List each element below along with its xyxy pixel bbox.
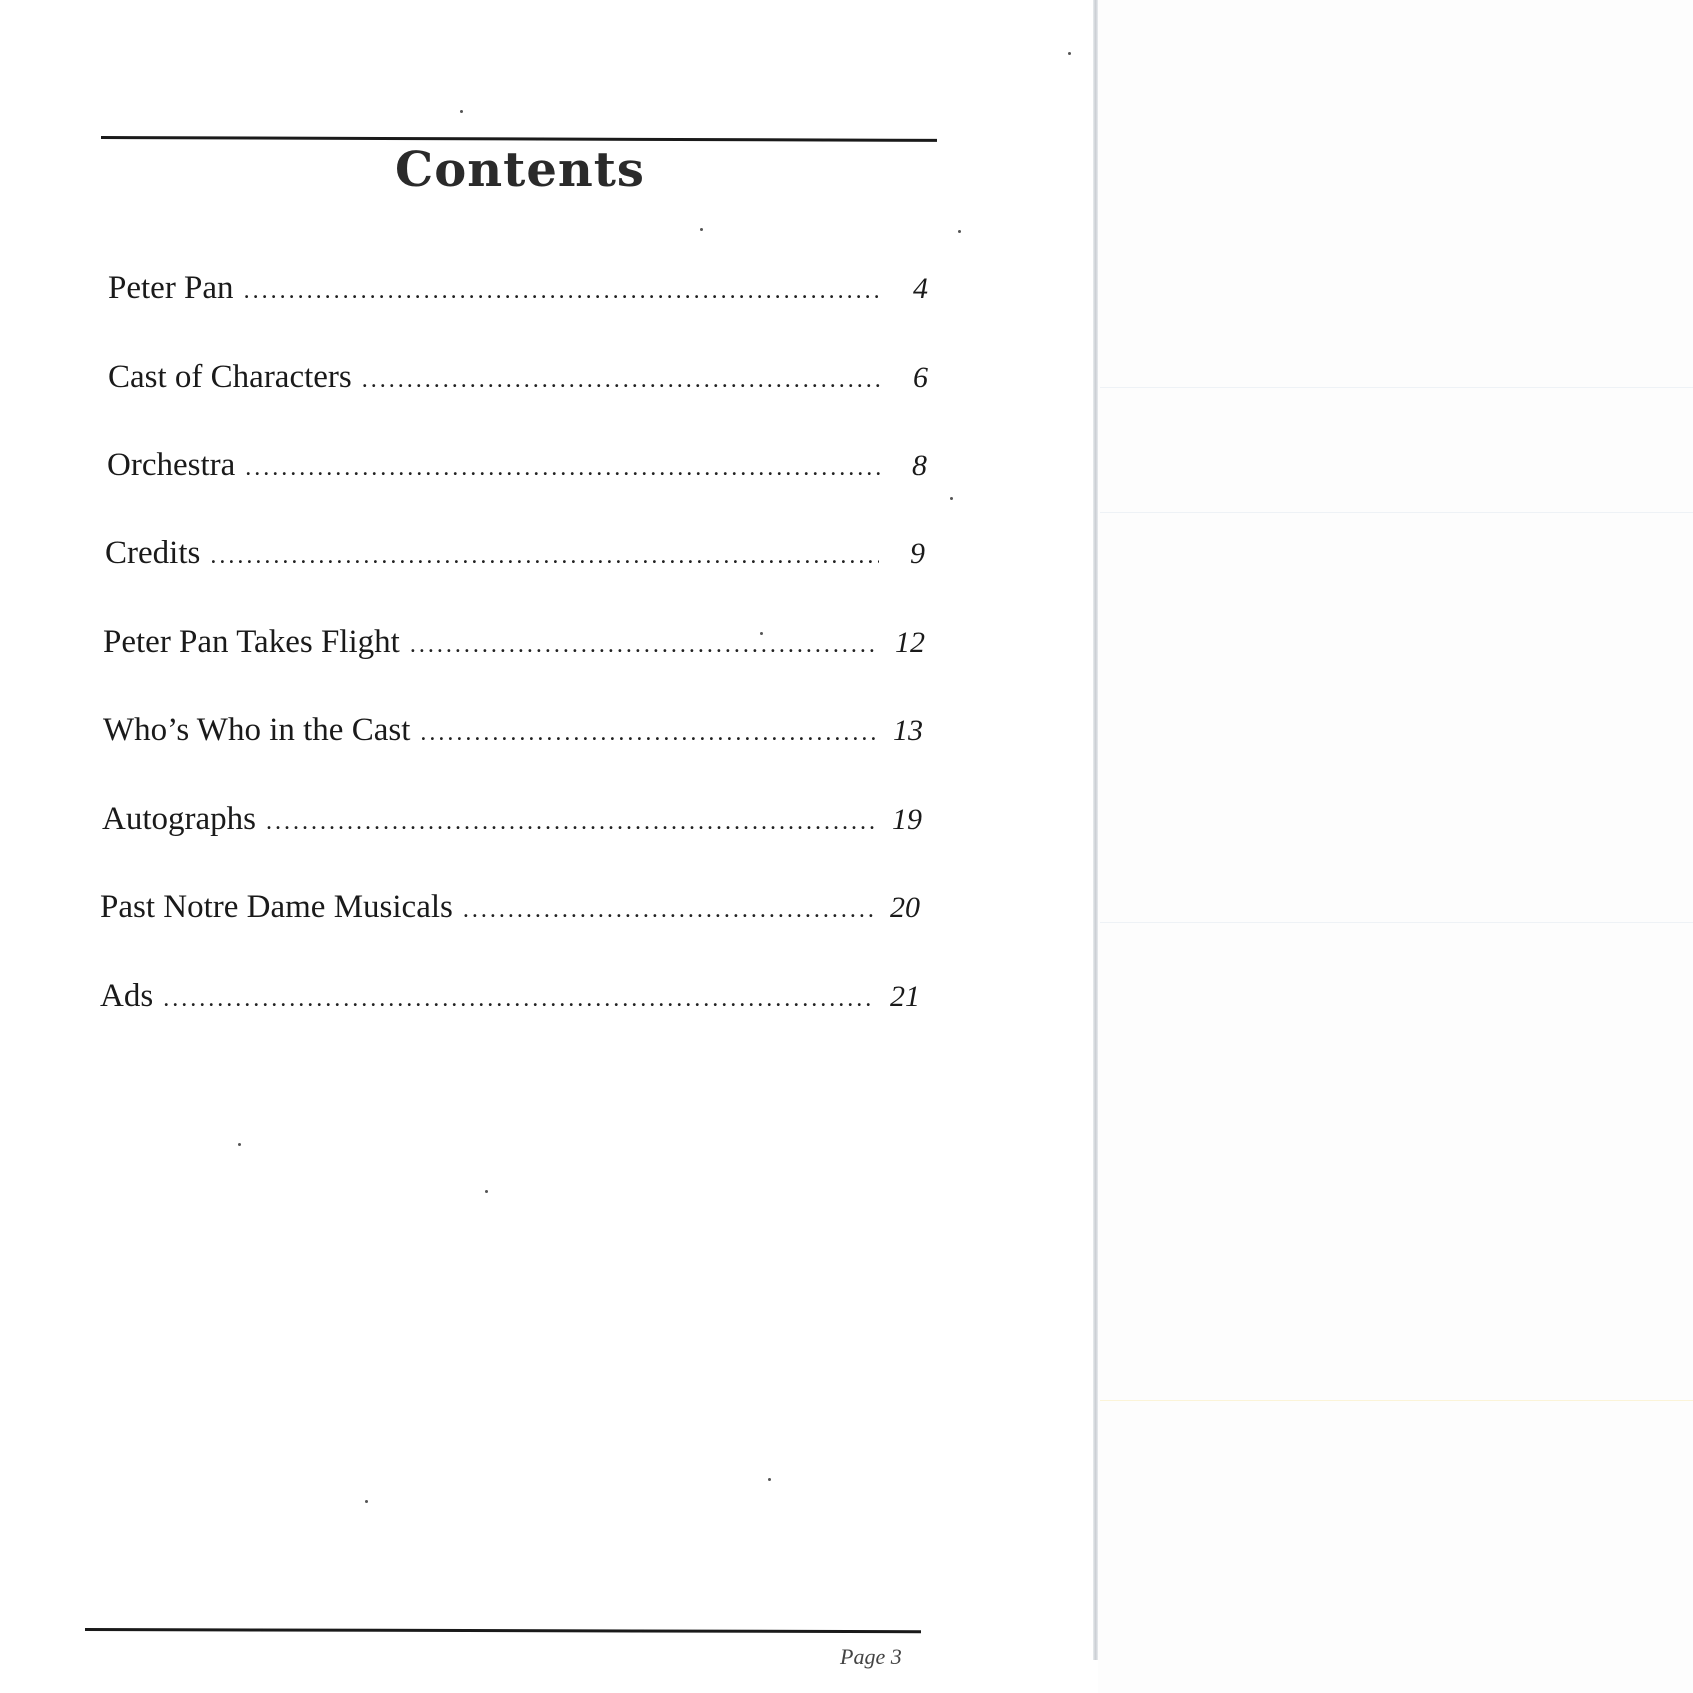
toc-leader-dots bbox=[245, 455, 881, 482]
faint-scan-line bbox=[1100, 387, 1693, 388]
toc-entry-cast-of-characters[interactable] bbox=[108, 359, 928, 409]
toc-leader-dots bbox=[163, 986, 874, 1013]
toc-leader-dots bbox=[410, 632, 879, 659]
scan-speck bbox=[760, 632, 763, 635]
toc-entry-page: 8 bbox=[912, 449, 927, 482]
faint-scan-line bbox=[1100, 1400, 1693, 1401]
scan-speck bbox=[485, 1190, 488, 1193]
toc-entry-page: 12 bbox=[895, 626, 925, 659]
scan-speck bbox=[460, 110, 463, 113]
toc-entry-orchestra[interactable] bbox=[107, 447, 927, 497]
toc-leader-dots bbox=[210, 543, 879, 570]
scan-speck bbox=[700, 228, 703, 231]
toc-entry-label: Ads bbox=[100, 978, 154, 1014]
scan-speck bbox=[768, 1478, 771, 1481]
toc-leader-dots bbox=[266, 809, 876, 836]
bottom-rule bbox=[85, 1628, 921, 1633]
contents-title: Contents bbox=[395, 142, 645, 198]
right-page bbox=[1098, 0, 1693, 1693]
scan-speck bbox=[365, 1500, 368, 1503]
toc-entry-credits[interactable] bbox=[105, 535, 925, 585]
scan-speck bbox=[950, 497, 953, 500]
faint-scan-line bbox=[1100, 512, 1693, 513]
scan-speck bbox=[958, 230, 961, 233]
toc-entry-page: 13 bbox=[893, 714, 923, 747]
toc-entry-label: Credits bbox=[105, 535, 201, 571]
toc-entry-autographs[interactable] bbox=[102, 801, 922, 851]
toc-entry-whos-who-in-the-cast[interactable] bbox=[103, 712, 923, 762]
toc-leader-dots bbox=[362, 367, 882, 394]
scan-speck bbox=[1068, 52, 1071, 55]
toc-entry-label: Orchestra bbox=[107, 447, 236, 483]
toc-entry-label: Peter Pan Takes Flight bbox=[103, 624, 400, 660]
toc-entry-peter-pan[interactable] bbox=[108, 270, 928, 320]
toc-entry-page: 20 bbox=[890, 891, 920, 924]
toc-entry-page: 19 bbox=[892, 803, 922, 836]
toc-entry-ads[interactable] bbox=[100, 978, 920, 1028]
toc-entry-label: Past Notre Dame Musicals bbox=[100, 889, 453, 925]
toc-entry-label: Cast of Characters bbox=[108, 359, 352, 395]
faint-scan-line bbox=[1100, 922, 1693, 923]
toc-entry-peter-pan-takes-flight[interactable] bbox=[103, 624, 925, 674]
toc-leader-dots bbox=[463, 897, 874, 924]
toc-entry-page: 21 bbox=[890, 980, 920, 1013]
toc-entry-page: 4 bbox=[913, 272, 928, 305]
page-folio: Page 3 bbox=[840, 1644, 902, 1669]
toc-entry-past-notre-dame-musicals[interactable] bbox=[100, 889, 920, 939]
scan-speck bbox=[238, 1143, 241, 1146]
toc-leader-dots bbox=[244, 278, 882, 305]
toc-entry-label: Who’s Who in the Cast bbox=[103, 712, 411, 748]
toc-entry-page: 9 bbox=[910, 537, 925, 570]
toc-leader-dots bbox=[420, 720, 877, 747]
toc-entry-label: Peter Pan bbox=[108, 270, 234, 306]
toc-entry-page: 6 bbox=[913, 361, 928, 394]
toc-entry-label: Autographs bbox=[102, 801, 256, 837]
